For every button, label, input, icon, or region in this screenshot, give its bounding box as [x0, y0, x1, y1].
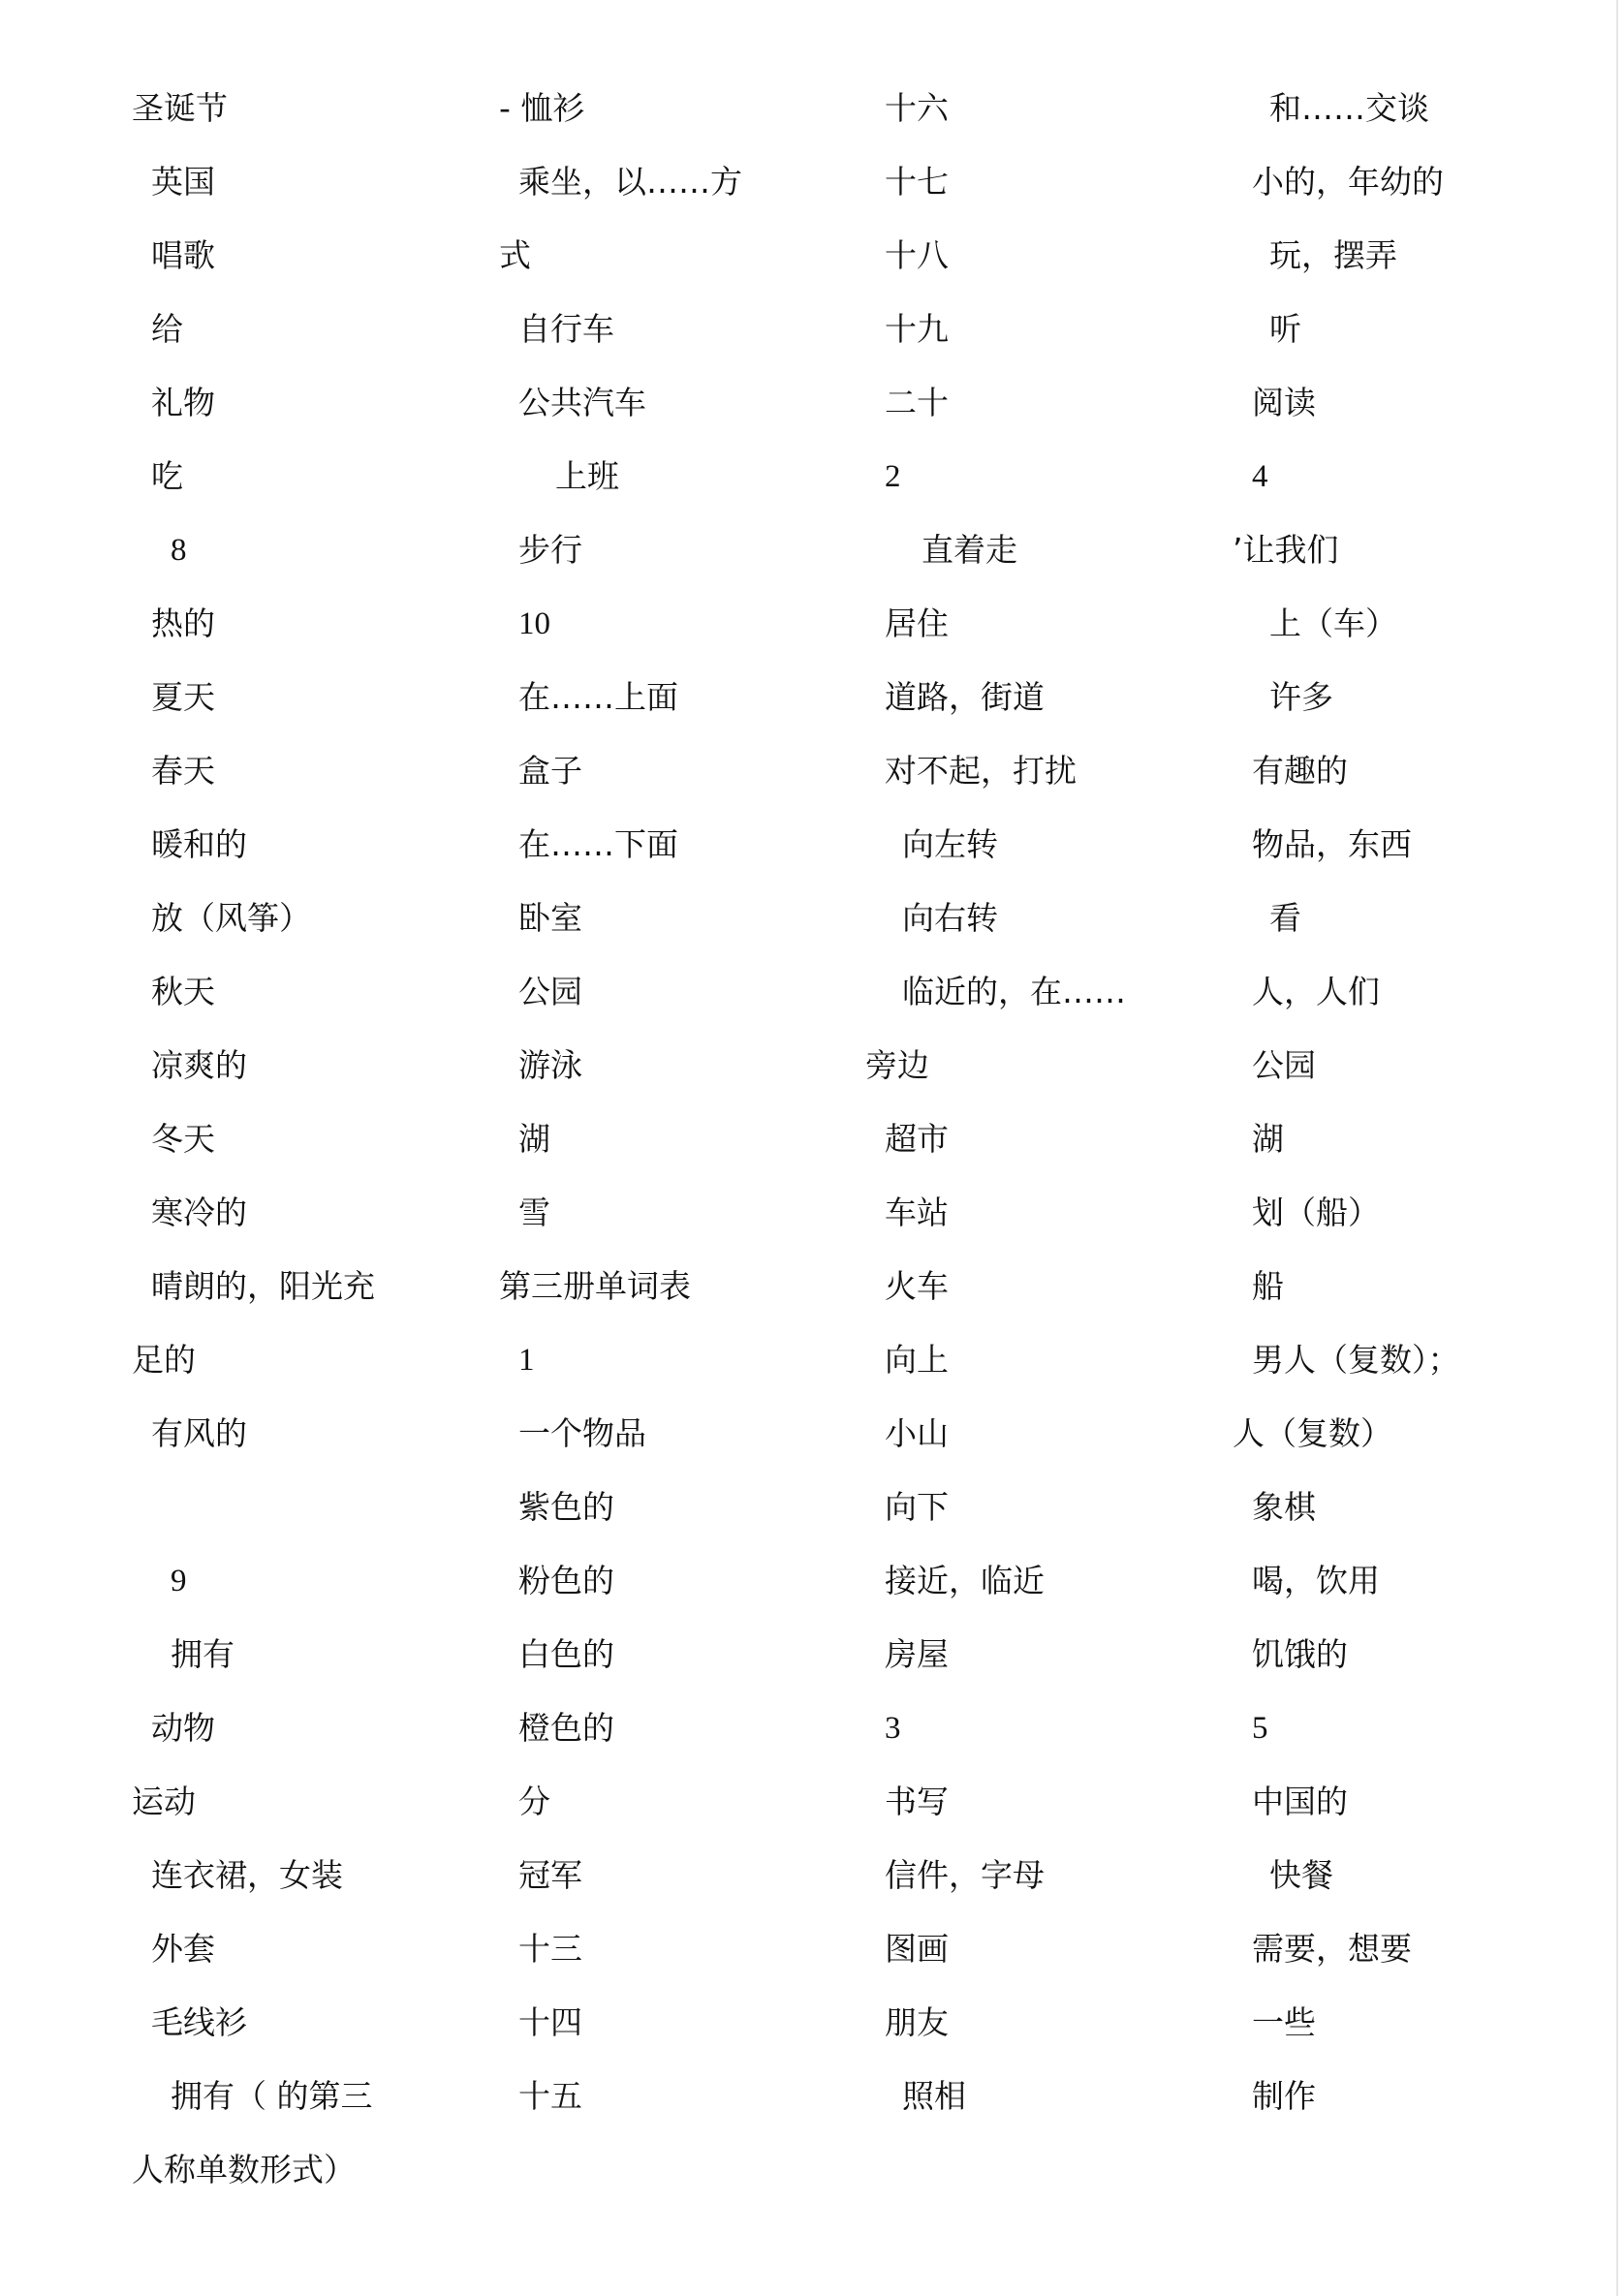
- vocab-entry: 冠军: [518, 1856, 582, 1894]
- vocab-entry: 朋友: [885, 2003, 949, 2041]
- vocab-entry: 自行车: [518, 310, 614, 348]
- vocab-entry: 拥有: [171, 1635, 234, 1673]
- vocab-entry: 雪: [518, 1194, 550, 1231]
- vocab-entry: 湖: [518, 1120, 550, 1158]
- vocab-entry: 需要，想要: [1252, 1930, 1412, 1968]
- vocab-entry: 春天: [151, 752, 215, 790]
- vocab-entry: 连衣裙，女装: [151, 1856, 343, 1894]
- vocab-entry: 十四: [518, 2003, 582, 2041]
- vocab-entry: 向右转: [902, 899, 998, 937]
- vocab-entry: 秋天: [151, 973, 215, 1010]
- vocab-entry: 快餐: [1269, 1856, 1333, 1894]
- vocab-entry: 有风的: [151, 1414, 247, 1452]
- vocab-column-3: [865, 85, 1234, 2147]
- vocab-entry: 寒冷的: [151, 1194, 247, 1231]
- vocab-entry: 直着走: [921, 531, 1017, 569]
- lesson-number: 9: [171, 1564, 187, 1598]
- vocab-entry: 人，人们: [1252, 973, 1380, 1010]
- vocab-entry: 划（船）: [1252, 1194, 1380, 1231]
- vocab-entry: 火车: [885, 1267, 949, 1305]
- vocab-entry: 橙色的: [518, 1709, 614, 1747]
- vocab-entry: 外套: [151, 1930, 215, 1968]
- lesson-number: 1: [518, 1343, 535, 1378]
- vocab-entry: 向左转: [902, 825, 998, 863]
- vocab-entry: 有趣的: [1252, 752, 1348, 790]
- page-edge-divider: [1616, 0, 1618, 2296]
- vocab-column-1: [132, 85, 500, 2220]
- vocab-entry: 唱歌: [151, 236, 215, 274]
- vocab-entry: 卧室: [518, 899, 582, 937]
- vocab-entry: 信件，字母: [885, 1856, 1045, 1894]
- vocab-entry: 二十: [885, 384, 949, 421]
- vocab-entry: 车站: [885, 1194, 949, 1231]
- lesson-number: 2: [885, 459, 901, 494]
- vocab-entry: 上班: [555, 457, 619, 495]
- vocab-entry: 冬天: [151, 1120, 215, 1158]
- vocab-entry: 喝，饮用: [1252, 1562, 1380, 1599]
- vocab-entry: 放（风筝）: [151, 899, 311, 937]
- vocab-entry: 书写: [885, 1783, 949, 1820]
- vocab-entry: 房屋: [885, 1635, 949, 1673]
- vocab-entry: - 恤衫: [499, 89, 585, 127]
- vocab-entry: 第三册单词表: [499, 1267, 691, 1305]
- vocab-entry: 凉爽的: [151, 1046, 247, 1084]
- vocab-entry: 拥有（ 的第三: [171, 2077, 373, 2115]
- vocab-entry: 超市: [885, 1120, 949, 1158]
- vocab-entry: 公园: [1252, 1046, 1316, 1084]
- vocab-entry: 上（车）: [1269, 605, 1397, 642]
- vocab-entry: 接近，临近: [885, 1562, 1045, 1599]
- vocab-entry: 晴朗的，阳光充: [151, 1267, 375, 1305]
- vocab-entry: 步行: [518, 531, 582, 569]
- lesson-number: 3: [885, 1711, 901, 1746]
- vocab-entry: 向上: [885, 1341, 949, 1379]
- vocab-entry: 对不起，打扰: [885, 752, 1077, 790]
- vocab-entry: 足的: [132, 1341, 196, 1379]
- lesson-number: 4: [1252, 459, 1268, 494]
- vocab-entry: 照相: [902, 2077, 966, 2115]
- vocab-entry: 一些: [1252, 2003, 1316, 2041]
- vocab-entry: 盒子: [518, 752, 582, 790]
- vocab-entry: 十六: [885, 89, 949, 127]
- vocab-entry: 十九: [885, 310, 949, 348]
- vocab-entry: 游泳: [518, 1046, 582, 1084]
- lesson-number: 5: [1252, 1711, 1268, 1746]
- lesson-number: 10: [518, 606, 550, 641]
- vocab-entry: 给: [151, 310, 183, 348]
- vocab-entry: 旁边: [865, 1046, 929, 1084]
- vocab-entry: 热的: [151, 605, 215, 642]
- vocab-entry: 分: [518, 1783, 550, 1820]
- vocab-entry: 小山: [885, 1414, 949, 1452]
- vocab-entry: 玩，摆弄: [1269, 236, 1397, 274]
- vocab-entry: 运动: [132, 1783, 196, 1820]
- vocab-entry: 人称单数形式）: [132, 2151, 356, 2188]
- vocab-entry: 十三: [518, 1930, 582, 1968]
- vocab-entry: 饥饿的: [1252, 1635, 1348, 1673]
- vocab-entry: 夏天: [151, 678, 215, 716]
- vocab-entry: 毛线衫: [151, 2003, 247, 2041]
- vocab-entry: 象棋: [1252, 1488, 1316, 1526]
- vocab-entry: 一个物品: [518, 1414, 646, 1452]
- vocab-entry: 礼物: [151, 384, 215, 421]
- vocab-entry: 英国: [151, 163, 215, 201]
- blank-line: [132, 1484, 500, 1558]
- vocab-entry: 暖和的: [151, 825, 247, 863]
- vocab-entry: 制作: [1252, 2077, 1316, 2115]
- vocab-entry: 临近的，在……: [902, 973, 1126, 1010]
- vocab-entry: 物品，东西: [1252, 825, 1412, 863]
- lesson-number: 8: [171, 533, 187, 568]
- vocab-entry: ’让我们: [1233, 531, 1339, 569]
- vocab-column-4: [1233, 85, 1601, 2147]
- vocab-entry: 中国的: [1252, 1783, 1348, 1820]
- vocab-column-2: [499, 85, 867, 2147]
- vocab-entry: 乘坐，以……方: [518, 163, 742, 201]
- vocab-entry: 吃: [151, 457, 183, 495]
- vocab-entry: 小的，年幼的: [1252, 163, 1444, 201]
- vocab-entry: 在……下面: [518, 825, 678, 863]
- vocab-entry: 男人（复数）；: [1252, 1341, 1460, 1379]
- vocab-entry: 居住: [885, 605, 949, 642]
- vocab-entry: 十八: [885, 236, 949, 274]
- vocab-entry: 图画: [885, 1930, 949, 1968]
- vocab-entry: 公共汽车: [518, 384, 646, 421]
- vocab-entry: 在……上面: [518, 678, 678, 716]
- vocab-entry: 道路，街道: [885, 678, 1045, 716]
- vocab-entry: 十五: [518, 2077, 582, 2115]
- vocab-entry: 粉色的: [518, 1562, 614, 1599]
- vocab-entry: 式: [499, 236, 531, 274]
- vocab-entry: 紫色的: [518, 1488, 614, 1526]
- vocab-entry: 公园: [518, 973, 582, 1010]
- vocab-entry: 向下: [885, 1488, 949, 1526]
- vocab-entry: 动物: [151, 1709, 215, 1747]
- vocab-entry: 白色的: [518, 1635, 614, 1673]
- vocab-entry: 阅读: [1252, 384, 1316, 421]
- vocab-entry: 船: [1252, 1267, 1284, 1305]
- vocab-entry: 湖: [1252, 1120, 1284, 1158]
- vocab-entry: 十七: [885, 163, 949, 201]
- vocab-entry: 人（复数）: [1233, 1414, 1392, 1452]
- vocab-entry: 看: [1269, 899, 1301, 937]
- vocab-entry: 听: [1269, 310, 1301, 348]
- vocab-entry: 圣诞节: [132, 89, 228, 127]
- vocab-entry: 许多: [1269, 678, 1333, 716]
- vocab-entry: 和……交谈: [1269, 89, 1429, 127]
